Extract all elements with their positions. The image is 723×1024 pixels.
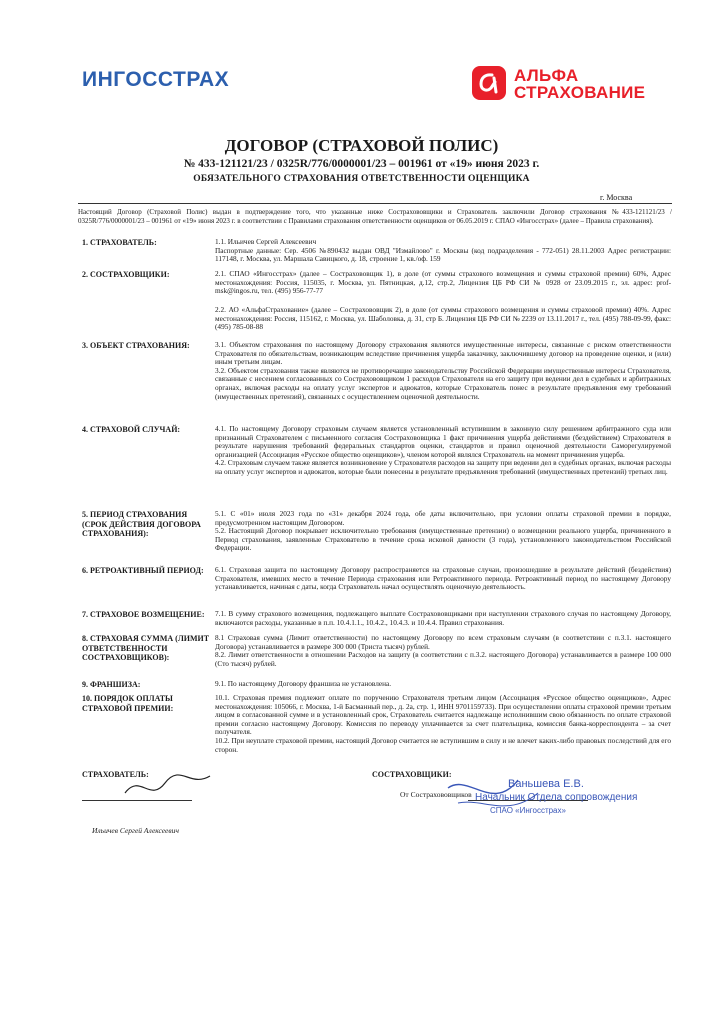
coinsurer-1-text: 2.1. СПАО «Ингосстрах» (далее – Сострахововщик 1), в доле (от суммы страхового возмещения и суммы страховой премии) 60%, Адрес местонахождения: Россия, 115035, г. Москва, ул. Пятницкая, д.12, стр.2, Лицензия ЦБ РФ СИ № 0928 от 23.09.2015 г., эл. адрес: prof-msk@ingos.ru, тел. (495) 956-77-77 — [215, 269, 671, 296]
section-deductible-body: 9.1. По настоящему Договору франшиза не установлена. — [215, 679, 392, 688]
section-coinsurers-label: 2. СОСТРАХОВЩИКИ: — [82, 270, 170, 279]
section-deductible-label: 9. ФРАНШИЗА: — [82, 680, 141, 689]
document-title: ДОГОВОР (СТРАХОВОЙ ПОЛИС) — [224, 136, 499, 155]
section-insured-label: 1. СТРАХОВАТЕЛЬ: — [82, 238, 157, 247]
insured-details: Паспортные данные: Сер. 4506 №890432 выдан ОВД "Измайлово" г. Москвы (код подразделения - 772-051) 28.11.2003 Адрес регистрации: 117148, г. Москва, ул. Маршала Савицкого, д. 18, строение 1, кв./оф. 159 — [215, 245, 671, 264]
coinsurers-signature-label: СОСТРАХОВЩИКИ: — [372, 770, 452, 779]
section-sum-insured-label: 8. СТРАХОВАЯ СУММА (ЛИМИТ ОТВЕТСТВЕННОСТИ СОСТРАХОВЩИКОВ): — [82, 634, 210, 662]
stamp-text: Начальник Отдела сопровождения — [475, 792, 638, 803]
section-period-body: 5.1. С «01» июля 2023 года по «31» декабря 2024 года, обе даты включительно, при условии оплаты страховой премии в порядке, предусмотренном настоящим Договором. 5.2. Настоящий Договор покрывает исключительно требования (имущественные претензии) о возмещении реального ущерба, причиненного в Период страхования, заявленные Страхователю в течение срока исковой давности (3 года), установленного законодательством Российской Федерации. — [215, 509, 671, 553]
signature-line — [82, 800, 192, 801]
alfa-logo-line1: АЛЬФА — [514, 66, 579, 85]
alfa-logo-text — [514, 67, 645, 101]
section-retro-body: 6.1. Страховая защита по настоящему Договору распространяется на страховые случаи, произошедшие в результате действий (бездействия) Страхователя, имевших место в течение Периода страхования или Ретроактивного периода. Ретроактивный период по настоящему Договору устанавливается, начиная с даты, когда Страхователь начал осуществлять оценочную деятельность. — [215, 565, 671, 592]
insured-name: 1.1. Ильичев Сергей Алексеевич — [215, 237, 317, 246]
ingosstrakh-logo: ИНГОССТРАХ — [82, 68, 230, 91]
section-insured-body — [215, 238, 671, 264]
stamp-text: Ваньшева Е.В. — [508, 778, 584, 790]
section-payment-body: 10.1. Страховая премия подлежит оплате по поручению Страхователя третьим лицом (Ассоциация «Русское общество оценщиков», Адрес местонахождения: 105066, г. Москва, 1-й Басманный пер., д. 2а, стр. 1, ИНН 9701159733). При осуществлении оплаты страховой премии третьим лицом в согласованной сумме и в установленный срок, Страхователь считается надлежаще исполнившим свою обязанность по оплате страховой премии согласно настоящему Договору. Комиссия по переводу уплачивается за счет плательщика, комиссия банка-корреспондента – за счет получателя. 10.2. При неуплате страховой премии, настоящий Договор считается не вступившим в силу и не влечет каких-либо правовых последствий для его сторон. — [215, 693, 671, 754]
section-period-label: 5. ПЕРИОД СТРАХОВАНИЯ (СРОК ДЕЙСТВИЯ ДОГОВОРА СТРАХОВАНИЯ): — [82, 510, 201, 538]
section-retro-label: 6. РЕТРОАКТИВНЫЙ ПЕРИОД: — [82, 566, 204, 575]
coinsurer-2-text: 2.2. АО «АльфаСтрахование» (далее – Сострахововщик 2), в доле (от суммы страхового возмещения и суммы страховой премии) 40%. Адрес местонахождения: Россия, 115162, г. Москва, ул. Шаболовка, д. 31, стр Б. Лицензия ЦБ РФ СИ № 2239 от 13.11.2017 г., тел. (495) 788-09-99, факс: (495) 785-08-88 — [215, 305, 671, 332]
section-compensation-label: 7. СТРАХОВОЕ ВОЗМЕЩЕНИЕ: — [82, 610, 205, 619]
city: г. Москва — [600, 193, 633, 202]
section-payment-label: 10. ПОРЯДОК ОПЛАТЫ СТРАХОВОЙ ПРЕМИИ: — [82, 694, 174, 713]
document-number: № 433-121121/23 / 0325R/776/0000001/23 – 001961 от «19» июня 2023 г. — [183, 158, 540, 170]
insured-signature-label: СТРАХОВАТЕЛЬ: — [82, 770, 149, 779]
divider — [78, 203, 672, 204]
section-insured-event-label: 4. СТРАХОВОЙ СЛУЧАЙ: — [82, 425, 181, 434]
insured-signature-icon — [120, 768, 215, 808]
section-object-body: 3.1. Объектом страхования по настоящему Договору страхования являются имущественные интересы, связанные с риском ответственности Страхователя по обязательствам, возникающим вследствие причинения ущерба заказчику, заключившему договор на проведение оценки, и (или) иным третьим лицам. 3.2. Объектом страхования также являются не противоречащие законодательству Российской Федерации имущественные интересы Страхователя, связанные с несением согласованных со Сострахововщиком 1 расходов Страхователя на его защиту при ведении дел в судебных и арбитражных органах, включая расходы на оплату услуг экспертов и адвокатов, которые Страхователь понес в результате предъявления ему требований (имущественных претензий), связанных с осуществлением оценочной деятельности. — [215, 340, 671, 401]
alfa-logo-mark-icon — [472, 66, 506, 100]
section-insured-event-body: 4.1. По настоящему Договору страховым случаем является установленный вступившим в законную силу решением арбитражного суда или признанный Страхователем с письменного согласия Сострахововщика 1 факт причинения ущерба действиями (бездействием) Страхователя в результате нарушения требований федеральных стандартов оценки, стандартов и правил оценочной деятельности Саморегулируемой организацией (Ассоциация «Русское общество оценщиков»), членом которой являлся Страхователь на момент причинения ущерба. 4.2. Страховым случаем также является возникновение у Страхователя расходов на защиту при ведении дел в судебных органах, включая расходы на оплату услуг экспертов и адвокатов, которые были понесены в результате предъявления требований (имущественных претензий) третьих лиц. — [215, 424, 672, 476]
section-object-label: 3. ОБЪЕКТ СТРАХОВАНИЯ: — [82, 341, 190, 350]
preamble-text: Настоящий Договор (Страховой Полис) выдан в подтверждение того, что указанные ниже Сострахововщики и Страхователь заключили Договор страхования №433-121121/23 / 0325R/776/0000001/23 – 001961 от «19» июня 2023 г. в соответствии с Правилами страхования ответственности оценщиков от 06.05.2019 г. СПАО «Ингосстрах» (далее – Правила страхования). — [78, 208, 672, 225]
stamp-text: СПАО «Ингосстрах» — [490, 806, 566, 815]
from-coinsurers-text: От Сострахововщиков — [400, 790, 472, 799]
section-compensation-body: 7.1. В сумму страхового возмещения, подлежащего выплате Сострахововщиками при наступлении страхового случая по настоящему Договору, включаются расходы, указанные в п.п. 10.4.1.1., 10.4.2., 10.4.3. и 10.4.4. Правил страхования. — [215, 609, 671, 627]
document-subtitle: ОБЯЗАТЕЛЬНОГО СТРАХОВАНИЯ ОТВЕТСТВЕННОСТИ ОЦЕНЩИКА — [193, 174, 530, 184]
section-sum-insured-body: 8.1 Страховая сумма (Лимит ответственности) по настоящему Договору по всем страховым случаям (в соответствии с п.3.1. настоящего Договора) устанавливается в размере 300 000 (Триста тысяч) рублей. 8.2. Лимит ответственности в отношении Расходов на защиту (в соответствии с п.3.2. настоящего Договора) устанавливается в размере 100 000 (Сто тысяч) рублей. — [215, 633, 671, 668]
insured-signatory-name: Ильичев Сергей Алексеевич — [92, 826, 179, 835]
alfa-logo-line2: СТРАХОВАНИЕ — [514, 83, 646, 102]
